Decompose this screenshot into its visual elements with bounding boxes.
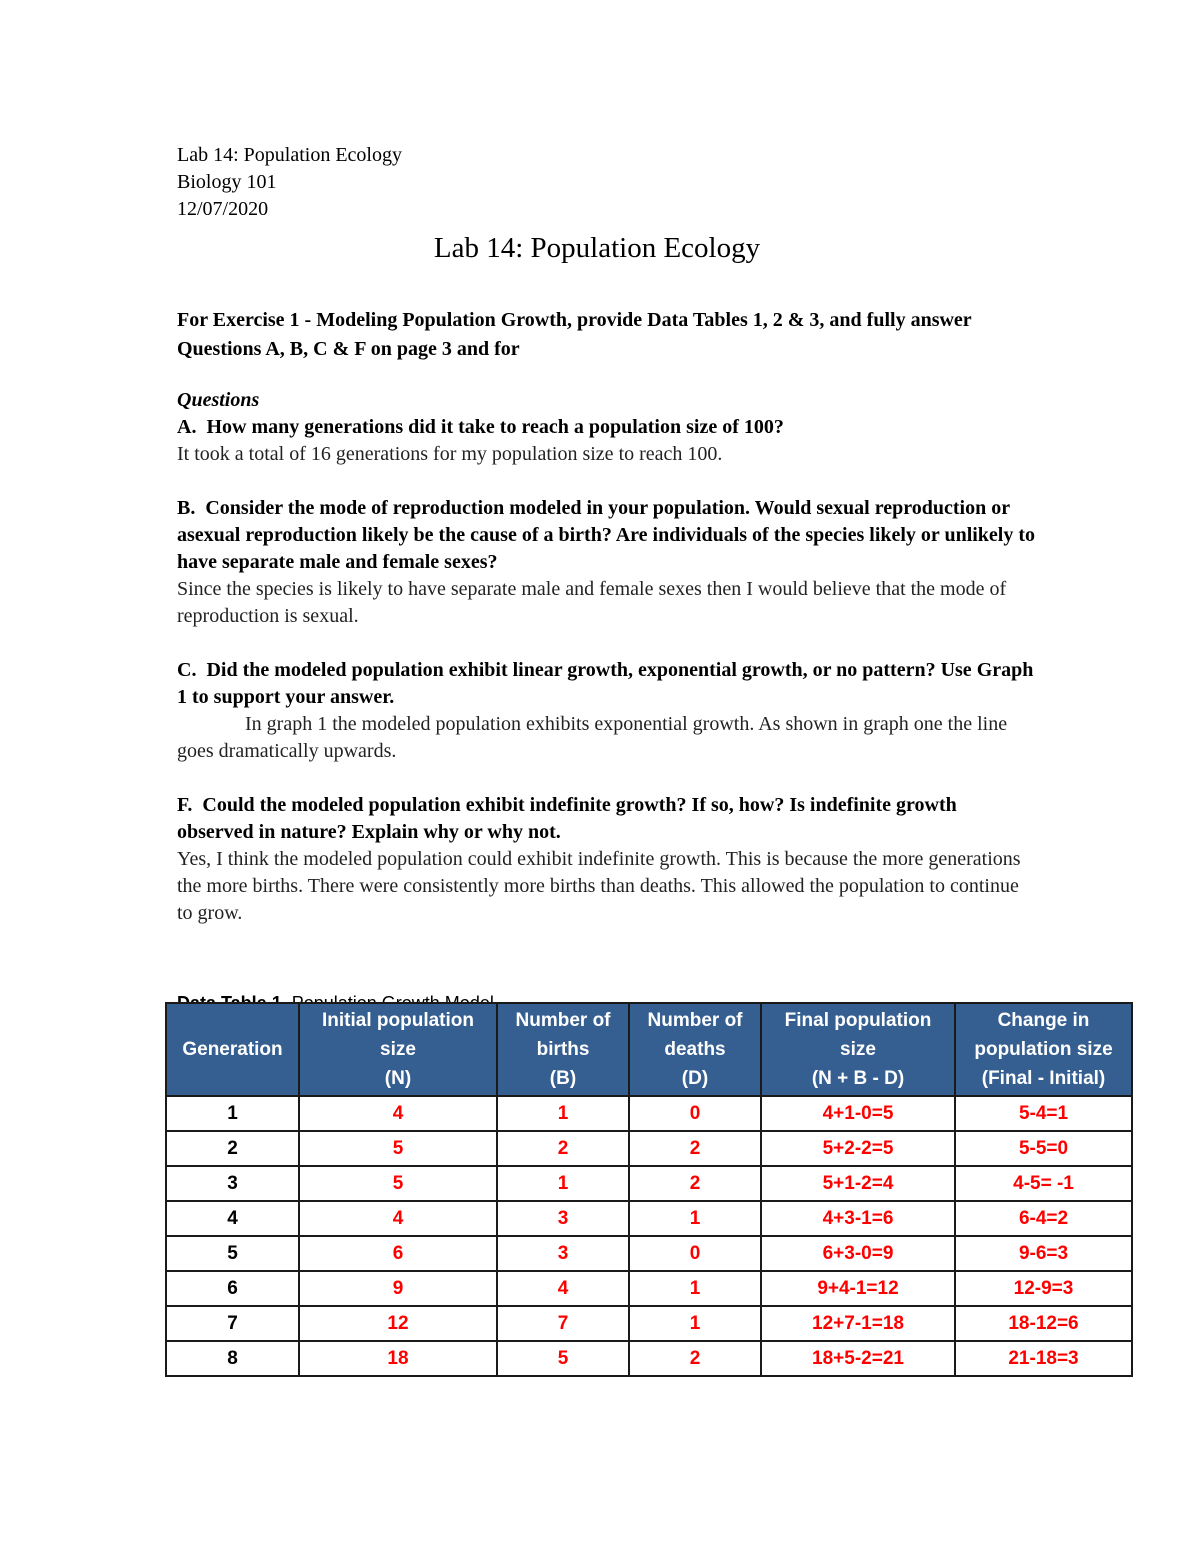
cell-final: 12+7-1=18 — [761, 1306, 955, 1341]
page-title: Lab 14: Population Ecology — [433, 232, 761, 264]
cell-final: 18+5-2=21 — [761, 1341, 955, 1376]
question-b — [177, 495, 1037, 576]
cell-generation: 8 — [166, 1341, 299, 1376]
cell-deaths: 1 — [629, 1201, 761, 1236]
question-a — [177, 414, 1037, 441]
cell-deaths: 2 — [629, 1341, 761, 1376]
cell-births: 1 — [497, 1166, 629, 1201]
question-c-label: C. — [177, 659, 197, 681]
cell-births: 3 — [497, 1236, 629, 1271]
table-row — [166, 1096, 1132, 1131]
cell-deaths: 0 — [629, 1096, 761, 1131]
cell-initial: 18 — [299, 1341, 497, 1376]
cell-change: 12-9=3 — [955, 1271, 1132, 1306]
cell-generation: 6 — [166, 1271, 299, 1306]
cell-deaths: 1 — [629, 1306, 761, 1341]
instructions: For Exercise 1 - Modeling Population Growth, provide Data Tables 1, 2 & 3, and fully answer Questions A, B, C & F on page 3 and for — [177, 309, 972, 360]
table-row — [166, 1341, 1132, 1376]
questions-heading: Questions — [177, 389, 260, 411]
cell-births: 4 — [497, 1271, 629, 1306]
header-course-line: Lab 14: Population Ecology — [177, 144, 402, 166]
answer-b: Since the species is likely to have separate male and female sexes then I would believe that the mode of reproduction is sexual. — [177, 578, 1007, 627]
cell-final: 4+1-0=5 — [761, 1096, 955, 1131]
cell-initial: 4 — [299, 1201, 497, 1236]
cell-births: 3 — [497, 1201, 629, 1236]
cell-change: 5-5=0 — [955, 1131, 1132, 1166]
cell-change: 18-12=6 — [955, 1306, 1132, 1341]
cell-generation: 7 — [166, 1306, 299, 1341]
question-f — [177, 792, 1037, 846]
cell-births: 7 — [497, 1306, 629, 1341]
cell-change: 6-4=2 — [955, 1201, 1132, 1236]
cell-change: 9-6=3 — [955, 1236, 1132, 1271]
cell-births: 2 — [497, 1131, 629, 1166]
table-header-row — [166, 1003, 1132, 1096]
cell-change: 5-4=1 — [955, 1096, 1132, 1131]
cell-final: 6+3-0=9 — [761, 1236, 955, 1271]
cell-change: 21-18=3 — [955, 1341, 1132, 1376]
question-b-label: B. — [177, 497, 196, 519]
col-header-generation: Generation — [166, 1003, 299, 1096]
cell-final: 9+4-1=12 — [761, 1271, 955, 1306]
col-header-final-population: Final population size (N + B - D) — [761, 1003, 955, 1096]
table-row — [166, 1271, 1132, 1306]
cell-final: 5+1-2=4 — [761, 1166, 955, 1201]
col-header-births: Number of births (B) — [497, 1003, 629, 1096]
table-row — [166, 1131, 1132, 1166]
cell-deaths: 2 — [629, 1131, 761, 1166]
col-header-initial-population: Initial population size (N) — [299, 1003, 497, 1096]
col-header-change: Change in population size (Final - Initial) — [955, 1003, 1132, 1096]
question-a-text: How many generations did it take to reach a population size of 100? — [206, 416, 784, 438]
cell-deaths: 0 — [629, 1236, 761, 1271]
answer-f: Yes, I think the modeled population could exhibit indefinite growth. This is because the more generations the more births. There were consistently more births than deaths. This allowed the population to continue to grow. — [177, 848, 1021, 924]
header-date: 12/07/2020 — [177, 198, 269, 220]
table-row — [166, 1236, 1132, 1271]
cell-final: 4+3-1=6 — [761, 1201, 955, 1236]
cell-generation: 4 — [166, 1201, 299, 1236]
cell-births: 5 — [497, 1341, 629, 1376]
cell-births: 1 — [497, 1096, 629, 1131]
cell-generation: 1 — [166, 1096, 299, 1131]
cell-initial: 9 — [299, 1271, 497, 1306]
cell-initial: 4 — [299, 1096, 497, 1131]
cell-deaths: 1 — [629, 1271, 761, 1306]
population-growth-table — [165, 1002, 1133, 1377]
header-class: Biology 101 — [177, 171, 277, 193]
question-b-text: Consider the mode of reproduction modeled in your population. Would sexual reproduction or asexual reproduction likely be the cause of a birth? Are individuals of the species likely or unlikely to have separate male and female sexes? — [177, 497, 1036, 573]
document-page — [177, 142, 1037, 927]
question-c-text: Did the modeled population exhibit linear growth, exponential growth, or no pattern? Use Graph 1 to support your answer. — [177, 659, 1034, 708]
table-row — [166, 1201, 1132, 1236]
answer-a: It took a total of 16 generations for my population size to reach 100. — [177, 443, 723, 465]
cell-initial: 6 — [299, 1236, 497, 1271]
cell-initial: 5 — [299, 1131, 497, 1166]
question-a-label: A. — [177, 416, 197, 438]
cell-initial: 12 — [299, 1306, 497, 1341]
cell-generation: 5 — [166, 1236, 299, 1271]
question-c — [177, 657, 1037, 711]
cell-change: 4-5= -1 — [955, 1166, 1132, 1201]
cell-deaths: 2 — [629, 1166, 761, 1201]
cell-generation: 3 — [166, 1166, 299, 1201]
table-row — [166, 1306, 1132, 1341]
cell-final: 5+2-2=5 — [761, 1131, 955, 1166]
col-header-deaths: Number of deaths (D) — [629, 1003, 761, 1096]
question-f-text: Could the modeled population exhibit indefinite growth? If so, how? Is indefinite growth observed in nature? Explain why or why not. — [177, 794, 957, 843]
question-f-label: F. — [177, 794, 193, 816]
cell-initial: 5 — [299, 1166, 497, 1201]
table-row — [166, 1166, 1132, 1201]
answer-c: In graph 1 the modeled population exhibits exponential growth. As shown in graph one the line goes dramatically upwards. — [177, 713, 1008, 762]
cell-generation: 2 — [166, 1131, 299, 1166]
